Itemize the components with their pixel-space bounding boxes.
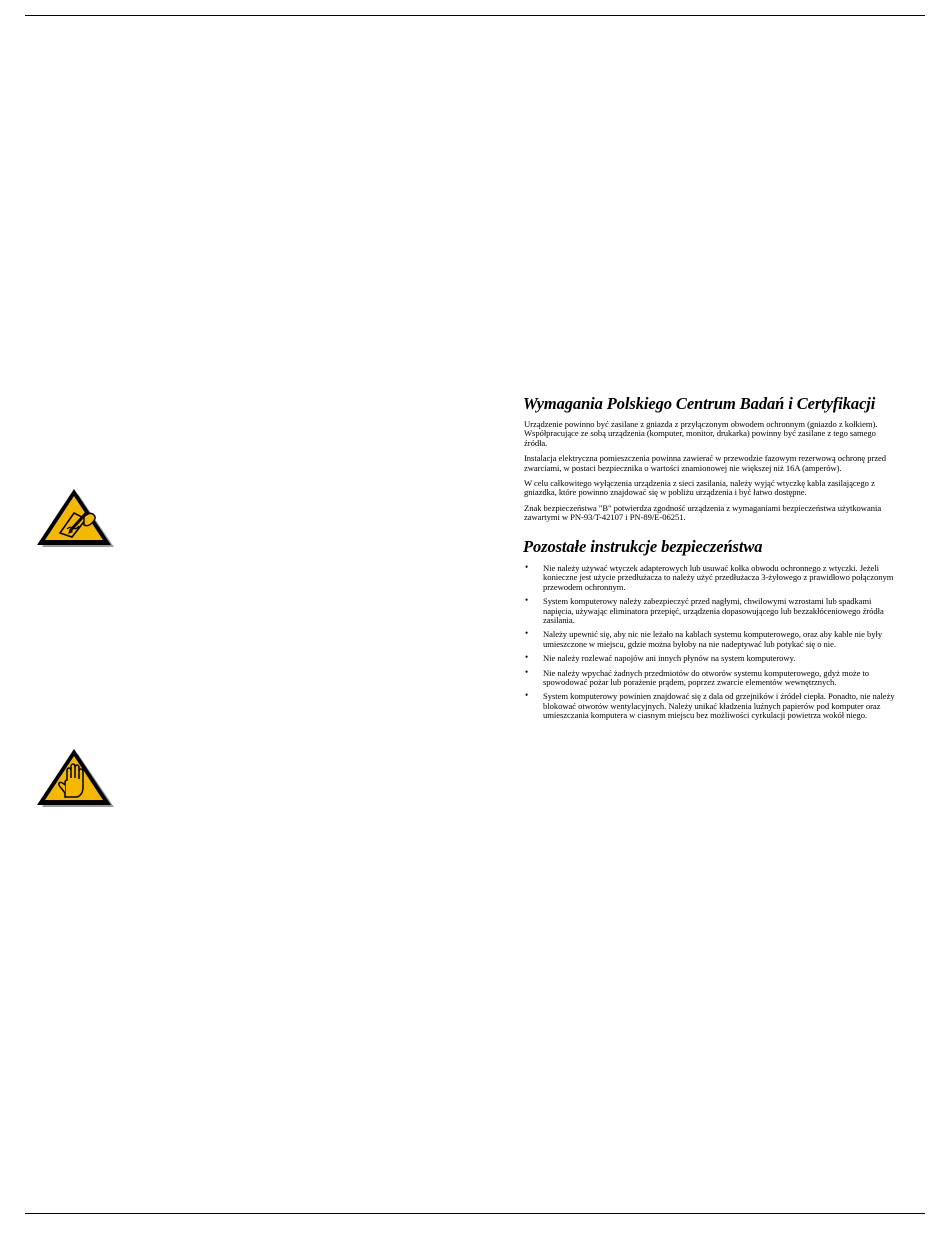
bullet-icon: •	[525, 595, 529, 606]
safety-instructions-list	[523, 564, 901, 721]
pcbc-paragraph: W celu całkowitego wyłączenia urządzenia z sieci zasilania, należy wyjąć wtyczkę kabla zasilającego z gniazdka, które powinno znajdować się w pobliżu urządzenia i być łatwo dostępne.	[524, 478, 875, 498]
list-item	[523, 654, 901, 663]
list-item	[523, 630, 901, 649]
bullet-icon: •	[525, 562, 529, 572]
hand-caution-icon	[34, 747, 114, 809]
list-item	[523, 692, 901, 720]
top-rule	[25, 15, 925, 16]
bullet-icon: •	[525, 652, 529, 663]
list-item-text: Należy upewnić się, aby nic nie leżało na kablach systemu komputerowego, oraz aby kable nie były umieszczone w miejscu, gdzie można byłoby na nie nadeptywać lub potykać się o nie.	[543, 629, 883, 649]
list-item-text: Nie należy wpychać żadnych przedmiotów do otworów systemu komputerowego, gdyż może to spowodować pożar lub porażenie prądem, poprzez zwarcie elementów wewnętrznych.	[543, 667, 870, 688]
list-item	[523, 564, 901, 592]
pcbc-paragraph: Instalacja elektryczna pomieszczenia powinna zawierać w przewodzie fazowym rezerwową ochronę przed zwarciami, w postaci bezpiecznika o wartości znamionowej nie większej niż 16A (amperów).	[524, 453, 887, 473]
bullet-icon: •	[525, 690, 529, 701]
list-item-text: System komputerowy należy zabezpieczyć przed nagłymi, chwilowymi wzrostami lub spadkami napięcia, używając eliminatora przepięć, urządzenia dopasowującego lub bezzakłóceniowego źródła zasilania.	[543, 596, 884, 626]
list-item	[523, 597, 901, 625]
bullet-icon: •	[525, 628, 529, 639]
bullet-icon: •	[525, 666, 529, 677]
pcbc-paragraph: Urządzenie powinno być zasilane z gniazda z przyłączonym obwodem ochronnym (gniazdo z kołkiem). Współpracujące ze sobą urządzenia (komputer, monitor, drukarka) powinny być zasilane z tego samego źródła.	[524, 419, 878, 448]
other-safety-section-title: Pozostałe instrukcje bezpieczeństwa	[523, 537, 763, 556]
other-safety-instructions-section	[523, 537, 901, 726]
pcbc-section-title: Wymagania Polskiego Centrum Badań i Certyfikacji	[523, 394, 876, 413]
pcbc-paragraph: Znak bezpieczeństwa "B" potwierdza zgodność urządzenia z wymaganiami bezpieczeństwa użytkowania zawartymi w PN-93/T-42107 i PN-89/E-06251.	[524, 502, 882, 523]
note-warning-icon	[34, 487, 114, 549]
list-item-text: System komputerowy powinien znajdować się z dala od grzejników i źródeł ciepła. Ponadto, nie należy blokować otworów wentylacyjnych. Należy unikać kładzenia luźnych papierów pod komputer oraz umieszczania komputera w ciasnym miejscu bez możliwości cyrkulacji powietrza wokół niego.	[543, 691, 895, 721]
list-item-text: Nie należy rozlewać napojów ani innych płynów na system komputerowy.	[543, 653, 796, 664]
list-item	[523, 666, 901, 688]
bottom-rule	[25, 1213, 925, 1214]
pcbc-requirements-section	[523, 394, 901, 529]
list-item-text: Nie należy używać wtyczek adapterowych lub usuwać kołka obwodu ochronnego z wtyczki. Jeżeli konieczne jest użycie przedłużacza to należy użyć przedłużacza 3-żyłowego z prawidłowo połączonym przewodem ochronnym.	[543, 563, 894, 592]
